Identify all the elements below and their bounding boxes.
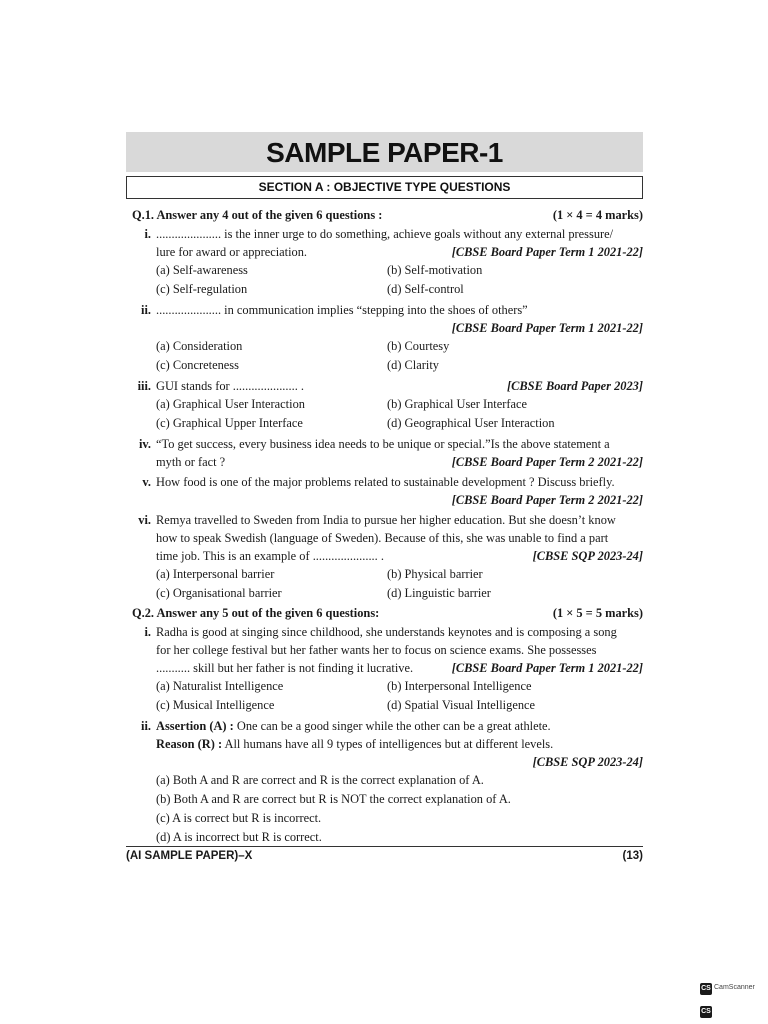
reason-text: All humans have all 9 types of intelligences but at different levels. xyxy=(222,737,554,751)
item-number: v. xyxy=(142,475,151,489)
camscanner-label: CamScanner xyxy=(714,984,755,991)
options-grid xyxy=(156,565,643,603)
option-c: (c) Concreteness xyxy=(156,358,239,372)
q1-item-ii xyxy=(126,301,643,375)
item-text: “To get success, every business idea needs to be unique or special.”Is the above statement a xyxy=(156,437,610,451)
question-2-heading xyxy=(126,605,643,621)
item-text: lure for award or appreciation. xyxy=(156,245,308,259)
item-number: i. xyxy=(144,227,151,241)
page-number: (13) xyxy=(622,850,643,862)
question-1-label: Q.1. Answer any 4 out of the given 6 questions : xyxy=(132,208,383,222)
option-c: (c) Self-regulation xyxy=(156,282,248,296)
assertion-label: Assertion (A) : xyxy=(156,719,234,733)
option-d: (d) Spatial Visual Intelligence xyxy=(387,698,536,712)
item-number: vi. xyxy=(138,513,151,527)
item-text: Radha is good at singing since childhood, she understands keynotes and is composing a song xyxy=(156,625,617,639)
option-d: (d) A is incorrect but R is correct. xyxy=(156,830,322,844)
item-text: how to speak Swedish (language of Sweden). Because of this, she was unable to find a part xyxy=(156,531,609,545)
q1-item-v xyxy=(126,473,643,509)
item-number: ii. xyxy=(141,719,151,733)
option-a: (a) Interpersonal barrier xyxy=(156,567,275,581)
q2-item-ii xyxy=(126,717,643,847)
section-heading: SECTION A : OBJECTIVE TYPE QUESTIONS xyxy=(126,176,643,199)
question-2-marks: (1 × 5 = 5 marks) xyxy=(552,606,643,620)
source-reference: [CBSE SQP 2023-24] xyxy=(532,755,643,769)
item-text: time job. This is an example of ..................... . xyxy=(156,549,384,563)
option-c: (c) A is correct but R is incorrect. xyxy=(156,811,322,825)
option-a: (a) Self-awareness xyxy=(156,263,248,277)
options-grid xyxy=(156,677,643,715)
options-grid xyxy=(156,261,643,299)
option-a: (a) Graphical User Interaction xyxy=(156,397,305,411)
option-b: (b) Interpersonal Intelligence xyxy=(387,679,532,693)
question-1-marks: (1 × 4 = 4 marks) xyxy=(552,208,643,222)
item-number: i. xyxy=(144,625,151,639)
item-number: iv. xyxy=(138,437,151,451)
option-a: (a) Both A and R are correct and R is the correct explanation of A. xyxy=(156,773,484,787)
option-a: (a) Naturalist Intelligence xyxy=(156,679,284,693)
item-text: ........... skill but her father is not finding it lucrative. xyxy=(156,661,414,675)
question-2-label: Q.2. Answer any 5 out of the given 6 questions: xyxy=(132,606,380,620)
option-b: (b) Both A and R are correct but R is NOT the correct explanation of A. xyxy=(156,792,511,806)
q1-item-iii xyxy=(126,377,643,433)
source-reference: [CBSE Board Paper Term 1 2021-22] xyxy=(451,321,643,335)
option-c: (c) Musical Intelligence xyxy=(156,698,275,712)
option-d: (d) Self-control xyxy=(387,282,464,296)
option-d: (d) Clarity xyxy=(387,358,439,372)
title-band xyxy=(126,132,643,172)
source-reference: [CBSE Board Paper Term 2 2021-22] xyxy=(451,455,643,469)
item-text: ..................... in communication implies “stepping into the shoes of others” xyxy=(156,303,528,317)
option-b: (b) Graphical User Interface xyxy=(387,397,527,411)
exam-page xyxy=(126,132,643,847)
reason-label: Reason (R) : xyxy=(156,737,223,751)
page-title: SAMPLE PAPER-1 xyxy=(266,137,503,168)
option-b: (b) Courtesy xyxy=(387,339,450,353)
q1-item-i xyxy=(126,225,643,299)
camscanner-badge-icon: CS xyxy=(700,1006,712,1018)
item-text: GUI stands for ..................... . xyxy=(156,379,304,393)
item-text: How food is one of the major problems related to sustainable development ? Discuss briefly. xyxy=(156,475,615,489)
source-reference: [CBSE Board Paper Term 2 2021-22] xyxy=(451,493,643,507)
question-1-heading xyxy=(126,207,643,223)
q2-item-i xyxy=(126,623,643,715)
source-reference: [CBSE Board Paper Term 1 2021-22] xyxy=(451,661,643,675)
item-text: Remya travelled to Sweden from India to pursue her higher education. But she doesn’t know xyxy=(156,513,616,527)
footer-paper-name: (AI SAMPLE PAPER)–X xyxy=(126,850,253,862)
source-reference: [CBSE SQP 2023-24] xyxy=(532,549,643,563)
item-text: ..................... is the inner urge to do something, achieve goals without any external pressure/ xyxy=(156,227,614,241)
camscanner-logo-icon: CS xyxy=(700,983,712,995)
source-reference: [CBSE Board Paper 2023] xyxy=(507,379,643,393)
option-c: (c) Graphical Upper Interface xyxy=(156,416,303,430)
page-footer xyxy=(126,846,643,862)
item-text: myth or fact ? xyxy=(156,455,226,469)
options-list xyxy=(156,771,643,847)
option-b: (b) Physical barrier xyxy=(387,567,483,581)
item-text: for her college festival but her father wants her to focus on science exams. She possesses xyxy=(156,643,597,657)
option-d: (d) Linguistic barrier xyxy=(387,586,491,600)
options-grid xyxy=(156,337,643,375)
options-grid xyxy=(156,395,643,433)
option-d: (d) Geographical User Interaction xyxy=(387,416,555,430)
option-b: (b) Self-motivation xyxy=(387,263,483,277)
item-number: iii. xyxy=(137,379,151,393)
q1-item-iv xyxy=(126,435,643,471)
assertion-text: One can be a good singer while the other can be a great athlete. xyxy=(233,719,551,733)
option-c: (c) Organisational barrier xyxy=(156,586,282,600)
q1-item-vi xyxy=(126,511,643,603)
item-number: ii. xyxy=(141,303,151,317)
source-reference: [CBSE Board Paper Term 1 2021-22] xyxy=(451,245,643,259)
option-a: (a) Consideration xyxy=(156,339,243,353)
